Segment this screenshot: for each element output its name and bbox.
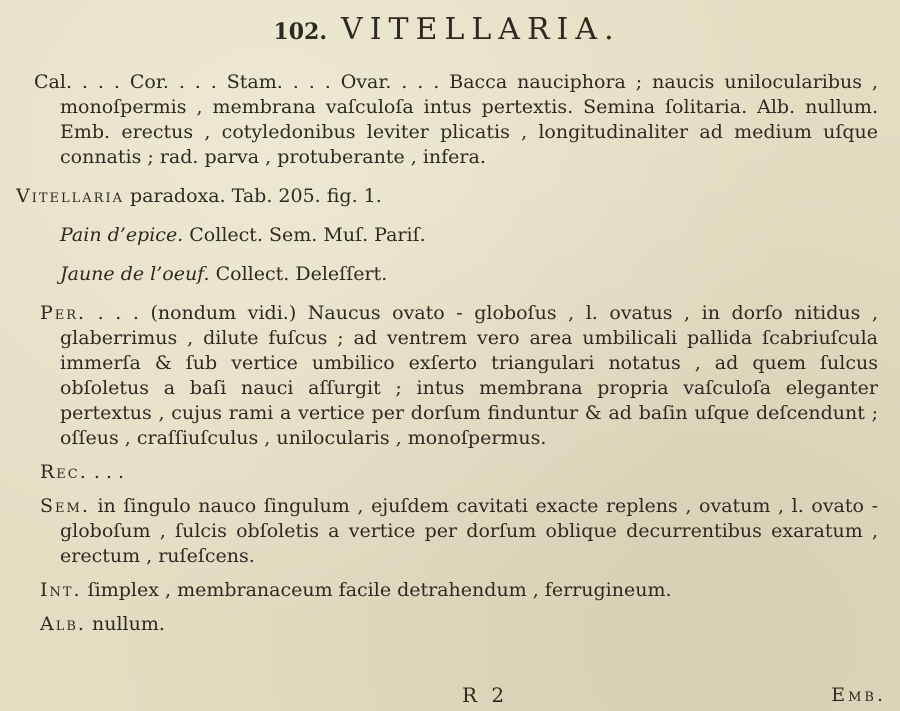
seed-text: in ſingulo nauco ſingulum , ejuſdem cavitati exacte replens , ovatum , l. ovato - globoſum , ſulcis obſoletis a vertice per dorſum oblique decurrentibus exaratum , erectum , ruſeſcens. [60, 495, 878, 567]
synonym-2 [16, 262, 878, 287]
albumen-text: nullum. [85, 613, 165, 635]
catchword: Emb. [831, 684, 886, 706]
pericarp-description [16, 301, 878, 451]
receptacle-description [16, 460, 878, 485]
synonym-2-source: Collect. Deleſſert. [209, 263, 388, 285]
species-rest: paradoxa. Tab. 205. fig. 1. [123, 185, 382, 207]
page-header [16, 8, 878, 52]
synonym-1 [16, 223, 878, 248]
generic-description: Cal. . . . Cor. . . . Stam. . . . Ovar. . . . Bacca nauciphora ; naucis unilocularibus , monoſpermis , membrana vaſculoſa intus pertextis. Semina ſolitaria. Alb. nullum. Emb. erectus , cotyledonibus leviter plicatis , longitudinaliter ad medium uſque connatis ; rad. parva , protuberante , infera. [34, 71, 878, 168]
page-footer [0, 682, 900, 708]
pericarp-text: . . . (nondum vidi.) Naucus ovato - globoſus , l. ovatus , in dorſo nitidus , glaberrimus , dilute fuſcus ; ad ventrem vero area umbilicali pallida ſcabriuſcula immerſa & ſub vertice umbilico exſerto triangulari notatus , ad quem ſulcus obſoletus a baſi nauci aſſurgit ; intus membrana propria vaſculoſa eleganter pertextus , cujus rami a vertice per dorſum finduntur & ad baſin uſque deſcendunt ; oſſeus , craſſiuſculus , unilocularis , monoſpermus. [60, 302, 878, 449]
receptacle-text: . . . [87, 461, 125, 483]
receptacle-label: Rec. [40, 461, 88, 483]
synonym-1-name: Pain d’epice. [60, 224, 184, 246]
integument-text: ſimplex , membranaceum facile detrahendum , ferrugineum. [81, 579, 672, 601]
signature-mark: R 2 [462, 683, 509, 707]
albumen-description [16, 612, 878, 637]
seed-label: Sem. [40, 495, 90, 517]
genus-title: VITELLARIA. [341, 12, 621, 47]
synonym-1-source: Collect. Sem. Muſ. Pariſ. [183, 224, 426, 246]
genus-number: 102. [273, 19, 327, 45]
albumen-label: Alb. [40, 613, 86, 635]
integument-label: Int. [40, 579, 82, 601]
integument-description [16, 578, 878, 603]
species-genus: Vitellaria [16, 185, 124, 207]
seed-description [16, 494, 878, 569]
species-line [16, 184, 878, 209]
synonym-2-name: Jaune de l’oeuf. [60, 263, 210, 285]
pericarp-label: Per. [40, 302, 87, 324]
